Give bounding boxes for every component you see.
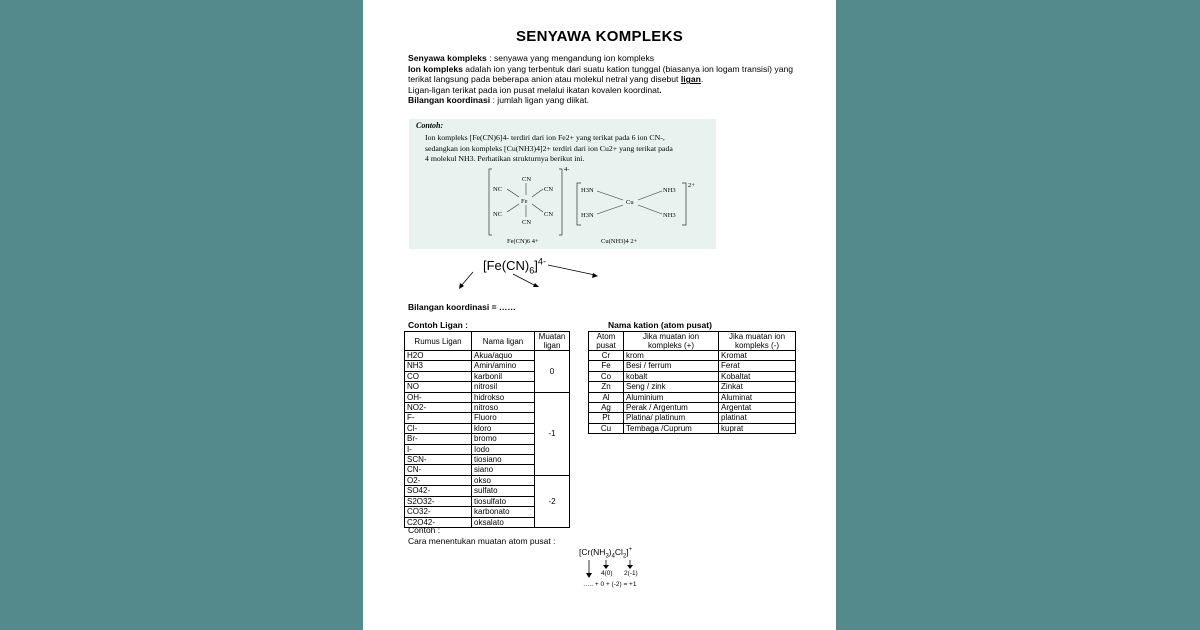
kation-atom: Co (589, 371, 624, 381)
table-row (589, 413, 796, 423)
kation-name-negative: Kromat (719, 351, 796, 361)
kation-name-positive: kobalt (624, 371, 719, 381)
example-line-2: sedangkan ion kompleks [Cu(NH3)4]2+ terdiri dari ion Cu2+ yang terikat pada (425, 143, 673, 153)
intro-text: Senyawa kompleks : senyawa yang mengandung ion kompleks Ion kompleks adalah ion yang terbentuk dari suatu kation tunggal (biasanya ion logam transisi) yang terikat langsung pada beberapa anion atau molekul netral yang disebut ligan. Ligan-ligan terikat pada ion pusat melalui ikatan kovalen koordinat. Bilangan koordinasi : jumlah ligan yang diikat. (408, 53, 794, 106)
term-ligan: ligan (680, 74, 701, 85)
cr-sub-2: 2(-1) (624, 570, 638, 577)
fe-cn-lower-right: CN (544, 211, 554, 218)
kation-name-negative: Argentat (719, 403, 796, 413)
ligan-formula: I- (405, 444, 472, 454)
ligan-charge: -1 (535, 392, 570, 475)
contoh-ligan-heading: Contoh Ligan : (408, 320, 468, 330)
fe-cn-upper-right: CN (544, 186, 554, 193)
cu-complex-structure (577, 182, 695, 245)
complex-structures-diagram (409, 119, 716, 249)
kation-name-negative: platinat (719, 413, 796, 423)
kation-atom: Zn (589, 382, 624, 392)
cu-h3n-upper: H3N (581, 187, 594, 194)
ligan-name: Amin/amino (472, 361, 535, 371)
cr-arrows (583, 558, 673, 594)
fe-complex-structure (489, 166, 569, 245)
kation-atom: Cu (589, 423, 624, 433)
fecn-arrows (453, 262, 613, 292)
col-atom-pusat: Atom pusat (589, 332, 624, 351)
cu-center: Cu (626, 199, 634, 206)
def-bilangan-koordinasi: : jumlah ligan yang diikat. (490, 95, 590, 106)
def-senyawa-kompleks: : senyawa yang mengandung ion kompleks (486, 53, 655, 63)
ligan-charge: 0 (535, 351, 570, 393)
ligan-formula: SO42- (405, 486, 472, 496)
table-row (589, 403, 796, 413)
contoh-section (408, 525, 555, 546)
cr-sub-1: 4(0) (601, 570, 613, 577)
cu-h3n-lower: H3N (581, 212, 594, 219)
ligan-formula: O2- (405, 475, 472, 485)
ligan-formula: OH- (405, 392, 472, 402)
ligan-name: karbonil (472, 371, 535, 381)
col-muatan-ligan: Muatan ligan (535, 332, 570, 351)
kation-atom: Cr (589, 351, 624, 361)
ligan-line: Ligan-ligan terikat pada ion pusat melalui ikatan kovalen koordinat (408, 84, 660, 95)
kation-name-positive: krom (624, 351, 719, 361)
ligan-formula: F- (405, 413, 472, 423)
table-row (405, 475, 570, 485)
ligan-formula: SCN- (405, 455, 472, 465)
table-row (589, 361, 796, 371)
fe-nc-upper: NC (493, 186, 503, 193)
kation-name-positive: Perak / Argentum (624, 403, 719, 413)
kation-atom: Ag (589, 403, 624, 413)
ligan-name: Iodo (472, 444, 535, 454)
kation-name-positive: Seng / zink (624, 382, 719, 392)
ligan-name: siano (472, 465, 535, 475)
term-ion-kompleks: Ion kompleks (408, 63, 463, 74)
ligan-formula: C2O42- (405, 517, 472, 527)
ligan-formula: NH3 (405, 361, 472, 371)
cr-formula: $[Cr(NH_3)_4Cl_2]^+$ (579, 547, 633, 560)
ligan-formula: Cl- (405, 423, 472, 433)
kation-table (588, 331, 796, 434)
ligan-charge: -2 (535, 475, 570, 527)
ligan-name: bromo (472, 434, 535, 444)
kation-name-negative: kuprat (719, 423, 796, 433)
ligan-name: nitrosil (472, 382, 535, 392)
col-nama-ligan: Nama ligan (472, 332, 535, 351)
col-rumus-ligan: Rumus Ligan (405, 332, 472, 351)
ligan-table (404, 331, 570, 528)
ligan-name: Akua/aquo (472, 351, 535, 361)
ligan-name: hidrokso (472, 392, 535, 402)
ligan-name: karbonato (472, 507, 535, 517)
fecn-formula: $[Fe(CN)_6]^{4-}$ (483, 256, 546, 276)
kation-name-negative: Kobaltat (719, 371, 796, 381)
table-row (405, 392, 570, 402)
document-page (363, 0, 836, 630)
ligan-formula: S2O32- (405, 496, 472, 506)
fe-charge: 4- (564, 166, 570, 173)
fe-caption: Fe(CN)6 4+ (507, 238, 539, 245)
ligan-formula: NO (405, 382, 472, 392)
ligan-formula: H2O (405, 351, 472, 361)
kation-name-positive: Besi / ferrum (624, 361, 719, 371)
col-muatan-negatif: Jika muatan ion kompleks (-) (719, 332, 796, 351)
nama-kation-heading: Nama kation (atom pusat) (608, 320, 712, 330)
contoh-instruction: Cara menentukan muatan atom pusat : (408, 535, 556, 546)
fe-center: Fe (521, 198, 528, 205)
table-row (405, 351, 570, 361)
def-ion-kompleks: adalah ion yang terbentuk dari suatu kation tunggal (biasanya ion logam transisi) yang terikat langsung pada beberapa anion atau molekul netral yang disebut (408, 63, 794, 85)
ligan-name: Fluoro (472, 413, 535, 423)
cu-nh3-upper: NH3 (663, 187, 676, 194)
page-title: SENYAWA KOMPLEKS (515, 28, 684, 45)
col-muatan-positif: Jika muatan ion kompleks (+) (624, 332, 719, 351)
example-line-1: Ion kompleks [Fe(CN)6]4- terdiri dari ion Fe2+ yang terikat pada 6 ion CN-, (425, 133, 665, 142)
example-line-3: 4 molekul NH3. Perhatikan strukturnya berikut ini. (425, 154, 585, 163)
cu-nh3-lower: NH3 (663, 212, 676, 219)
kation-atom: Al (589, 392, 624, 402)
fe-nc-lower: NC (493, 211, 503, 218)
ligan-formula: CO32- (405, 507, 472, 517)
table-row (589, 351, 796, 361)
ligan-formula: Br- (405, 434, 472, 444)
ligan-formula: CO (405, 371, 472, 381)
ligan-formula: NO2- (405, 403, 472, 413)
kation-atom: Fe (589, 361, 624, 371)
ligan-name: sulfato (472, 486, 535, 496)
table-row (589, 382, 796, 392)
ligan-formula: CN- (405, 465, 472, 475)
kation-atom: Pt (589, 413, 624, 423)
ligan-name: oksalato (472, 517, 535, 527)
ligan-name: nitroso (472, 403, 535, 413)
ligan-name: tiosulfato (472, 496, 535, 506)
kation-name-positive: Tembaga /Cuprum (624, 423, 719, 433)
bilangan-koordinasi-text: Bilangan koordinasi = …… (408, 302, 516, 312)
fe-cn-bottom: CN (522, 219, 532, 226)
ligan-name: okso (472, 475, 535, 485)
table-row (589, 371, 796, 381)
term-senyawa-kompleks: Senyawa kompleks (408, 53, 487, 63)
bilangan-koordinasi-line (408, 302, 516, 312)
ligan-name: tiosiano (472, 455, 535, 465)
cu-charge: 2+ (688, 182, 695, 189)
example-heading: Contoh: (416, 121, 444, 130)
contoh-label: Contoh : (408, 525, 441, 535)
cr-calc: ….. + 0 + (-2) = +1 (583, 581, 637, 588)
cu-caption: Cu(NH3)4 2+ (601, 238, 638, 245)
kation-name-positive: Aluminium (624, 392, 719, 402)
kation-name-negative: Zinkat (719, 382, 796, 392)
table-row (589, 392, 796, 402)
ligan-name: kloro (472, 423, 535, 433)
term-bilangan-koordinasi: Bilangan koordinasi (408, 95, 491, 106)
kation-name-negative: Aluminat (719, 392, 796, 402)
kation-name-negative: Ferat (719, 361, 796, 371)
table-row (589, 423, 796, 433)
fe-cn-top: CN (522, 176, 532, 183)
example-box (409, 119, 716, 249)
kation-name-positive: Platina/ platinum (624, 413, 719, 423)
